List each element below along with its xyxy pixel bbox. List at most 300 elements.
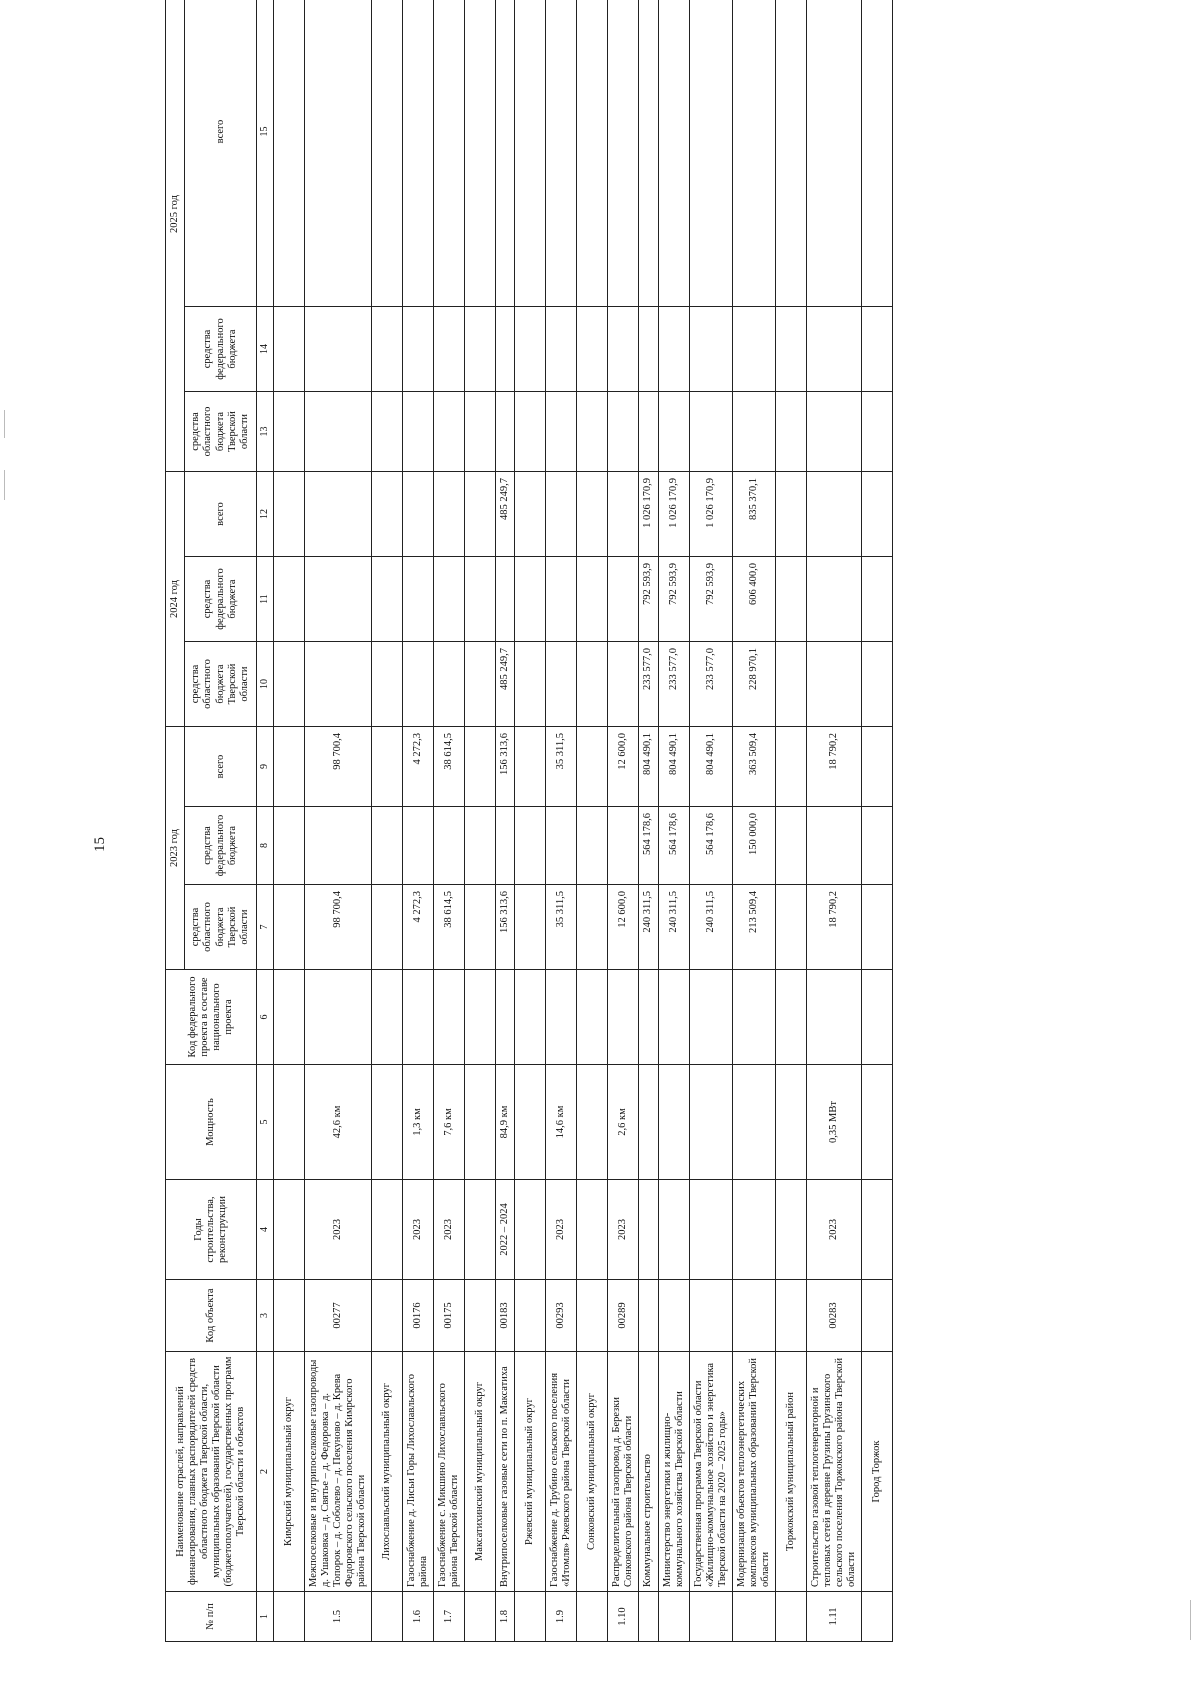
cell-f24	[496, 557, 515, 642]
empty-cell	[273, 557, 304, 642]
cell-t24	[807, 472, 862, 557]
cell-capacity: 84,9 км	[496, 1065, 515, 1180]
cell-r24	[608, 642, 639, 727]
empty-cell	[371, 885, 402, 970]
column-number: 11	[257, 557, 274, 642]
cell-r25	[546, 392, 577, 472]
cell-r25	[304, 392, 371, 472]
section-row	[273, 0, 304, 1642]
cell-name: Распределительный газопровод д. Березки Сонковского района Тверской области	[608, 1352, 639, 1592]
header-name: Наименование отраслей, направлений финансирования, главных распорядителей средств областного бюджета Тверской области, муниципальных образований Тверской области (бюджетополучателей), государственных программ Тверской области и объектов	[166, 1352, 257, 1592]
cell-t25	[402, 0, 433, 307]
empty-cell	[515, 642, 546, 727]
empty-cell	[577, 307, 608, 392]
cell-name: Коммунальное строительство	[639, 1352, 658, 1592]
cell-r24: 233 577,0	[639, 642, 658, 727]
cell-r25	[732, 392, 775, 472]
cell-years	[639, 1180, 658, 1280]
cell-t24	[608, 472, 639, 557]
cell-capacity: 0,35 МВт	[807, 1065, 862, 1180]
cell-years: 2023	[608, 1180, 639, 1280]
empty-cell	[465, 557, 496, 642]
empty-cell	[515, 392, 546, 472]
cell-f24: 792 593,9	[658, 557, 689, 642]
cell-f25	[434, 307, 465, 392]
header-regional-2023: средства областного бюджета Тверской области	[185, 885, 257, 970]
empty-cell	[776, 1065, 807, 1180]
empty-cell	[577, 727, 608, 807]
cell-no: 1.11	[807, 1592, 862, 1642]
cell-fed	[608, 970, 639, 1065]
cell-no	[639, 1592, 658, 1642]
cell-fed	[732, 970, 775, 1065]
empty-cell	[577, 0, 608, 307]
empty-cell	[465, 307, 496, 392]
cell-code: 00183	[496, 1280, 515, 1352]
table-body	[273, 0, 893, 1642]
cell-years: 2023	[434, 1180, 465, 1280]
cell-no	[658, 1592, 689, 1642]
section-no-cell	[273, 1592, 304, 1642]
empty-cell	[273, 642, 304, 727]
section-title: Сонковский муниципальный округ	[577, 1352, 608, 1592]
cell-no: 1.6	[402, 1592, 433, 1642]
empty-cell	[776, 1280, 807, 1352]
empty-cell	[273, 885, 304, 970]
cell-name: Газоснабжение д. Лисьи Горы Лихославльского района	[402, 1352, 433, 1592]
rotated-table-sheet	[165, 57, 1062, 1642]
budget-table	[165, 0, 893, 1642]
cell-name: Внутрипоселковые газовые сети по п. Максатиха	[496, 1352, 515, 1592]
cell-t25	[434, 0, 465, 307]
section-row	[577, 0, 608, 1642]
cell-fed	[546, 970, 577, 1065]
cell-f25	[807, 307, 862, 392]
cell-f24: 606 400,0	[732, 557, 775, 642]
empty-cell	[515, 307, 546, 392]
cell-code	[639, 1280, 658, 1352]
column-number-row	[257, 0, 274, 1642]
cell-name: Строительство газовой теплогенераторной и тепловых сетей в деревне Грузины Грузинского сельского поселения Торжокского района Тверской области	[807, 1352, 862, 1592]
empty-cell	[862, 307, 893, 392]
cell-r25	[402, 392, 433, 472]
empty-cell	[862, 970, 893, 1065]
empty-cell	[776, 727, 807, 807]
cell-years: 2023	[304, 1180, 371, 1280]
cell-r25	[434, 392, 465, 472]
empty-cell	[273, 727, 304, 807]
cell-t23: 804 490,1	[689, 727, 732, 807]
header-total-2024: всего	[185, 472, 257, 557]
empty-cell	[465, 970, 496, 1065]
empty-cell	[515, 807, 546, 885]
header-year-2023: 2023 год	[166, 727, 185, 970]
cell-fed	[639, 970, 658, 1065]
column-number: 9	[257, 727, 274, 807]
empty-cell	[862, 557, 893, 642]
cell-code: 00289	[608, 1280, 639, 1352]
empty-cell	[465, 472, 496, 557]
cell-t25	[658, 0, 689, 307]
column-number: 2	[257, 1352, 274, 1592]
empty-cell	[371, 970, 402, 1065]
cell-f23	[807, 807, 862, 885]
cell-capacity	[639, 1065, 658, 1180]
empty-cell	[515, 557, 546, 642]
cell-t23: 4 272,3	[402, 727, 433, 807]
empty-cell	[862, 885, 893, 970]
cell-r23: 35 311,5	[546, 885, 577, 970]
cell-r24	[402, 642, 433, 727]
cell-r24	[546, 642, 577, 727]
cell-no: 1.5	[304, 1592, 371, 1642]
cell-t23: 804 490,1	[639, 727, 658, 807]
cell-r23: 156 313,6	[496, 885, 515, 970]
empty-cell	[515, 727, 546, 807]
cell-t23: 156 313,6	[496, 727, 515, 807]
object-row	[807, 0, 862, 1642]
cell-capacity	[689, 1065, 732, 1180]
header-capacity: Мощность	[166, 1065, 257, 1180]
cell-name: Газоснабжение с. Микшино Лихославльского района Тверской области	[434, 1352, 465, 1592]
cell-f25	[608, 307, 639, 392]
section-title: Город Торжок	[862, 1352, 893, 1592]
cell-no: 1.10	[608, 1592, 639, 1642]
cell-t23: 363 509,4	[732, 727, 775, 807]
header-year-2025: 2025 год	[166, 0, 185, 472]
cell-fed	[434, 970, 465, 1065]
empty-cell	[577, 970, 608, 1065]
empty-cell	[465, 392, 496, 472]
object-row	[546, 0, 577, 1642]
section-title: Ржевский муниципальный округ	[515, 1352, 546, 1592]
object-row	[304, 0, 371, 1642]
cell-r25	[689, 392, 732, 472]
cell-fed	[402, 970, 433, 1065]
cell-f23: 564 178,6	[658, 807, 689, 885]
object-row	[402, 0, 433, 1642]
cell-r25	[658, 392, 689, 472]
empty-cell	[465, 1280, 496, 1352]
cell-years	[732, 1180, 775, 1280]
empty-cell	[465, 885, 496, 970]
cell-years: 2023	[402, 1180, 433, 1280]
cell-f24	[434, 557, 465, 642]
empty-cell	[371, 392, 402, 472]
cell-f23	[608, 807, 639, 885]
empty-cell	[371, 1280, 402, 1352]
cell-code	[732, 1280, 775, 1352]
empty-cell	[273, 1065, 304, 1180]
column-number: 5	[257, 1065, 274, 1180]
cell-years: 2022 – 2024	[496, 1180, 515, 1280]
cell-f24: 792 593,9	[639, 557, 658, 642]
column-number: 6	[257, 970, 274, 1065]
object-row	[496, 0, 515, 1642]
cell-code	[658, 1280, 689, 1352]
cell-f23: 564 178,6	[639, 807, 658, 885]
empty-cell	[862, 1280, 893, 1352]
cell-r25	[608, 392, 639, 472]
column-number: 10	[257, 642, 274, 727]
cell-f25	[304, 307, 371, 392]
cell-t25	[608, 0, 639, 307]
column-number: 3	[257, 1280, 274, 1352]
cell-r24	[807, 642, 862, 727]
empty-cell	[273, 307, 304, 392]
cell-r23: 213 509,4	[732, 885, 775, 970]
empty-cell	[371, 642, 402, 727]
empty-cell	[273, 1280, 304, 1352]
empty-cell	[515, 1180, 546, 1280]
cell-name: Министерство энергетики и жилищно-коммунального хозяйства Тверской области	[658, 1352, 689, 1592]
cell-r23: 240 311,5	[689, 885, 732, 970]
object-row	[434, 0, 465, 1642]
empty-cell	[371, 557, 402, 642]
empty-cell	[862, 727, 893, 807]
section-row	[371, 0, 402, 1642]
empty-cell	[465, 807, 496, 885]
header-federal-2024: средства федерального бюджета	[185, 557, 257, 642]
header-total-2023: всего	[185, 727, 257, 807]
cell-t24: 485 249,7	[496, 472, 515, 557]
cell-f23	[434, 807, 465, 885]
column-number: 1	[257, 1592, 274, 1642]
group-row	[732, 0, 775, 1642]
cell-r23: 4 272,3	[402, 885, 433, 970]
empty-cell	[371, 1065, 402, 1180]
column-number: 12	[257, 472, 274, 557]
cell-f24	[402, 557, 433, 642]
empty-cell	[577, 472, 608, 557]
empty-cell	[776, 642, 807, 727]
page-number: 15	[92, 837, 108, 852]
cell-r25	[807, 392, 862, 472]
cell-r24: 228 970,1	[732, 642, 775, 727]
empty-cell	[515, 0, 546, 307]
empty-cell	[273, 1180, 304, 1280]
cell-name: Межпоселковые и внутрипоселковые газопроводы д. Ушаковка – д. Святье – д. Федоровка – д. Топорок – д. Соболево – д. Пекуново – д. Крева Федоровского сельского поселения Кимрского района Тверской области	[304, 1352, 371, 1592]
empty-cell	[776, 970, 807, 1065]
cell-r25	[639, 392, 658, 472]
empty-cell	[371, 807, 402, 885]
column-number: 15	[257, 0, 274, 307]
cell-f23	[402, 807, 433, 885]
cell-code: 00175	[434, 1280, 465, 1352]
cell-t24: 1 026 170,9	[689, 472, 732, 557]
cell-t24: 835 370,1	[732, 472, 775, 557]
cell-t23: 35 311,5	[546, 727, 577, 807]
cell-t23: 804 490,1	[658, 727, 689, 807]
empty-cell	[465, 642, 496, 727]
cell-r24	[304, 642, 371, 727]
header-code: Код объекта	[166, 1280, 257, 1352]
empty-cell	[862, 1065, 893, 1180]
cell-f25	[732, 307, 775, 392]
cell-code: 00176	[402, 1280, 433, 1352]
empty-cell	[862, 472, 893, 557]
cell-t24: 1 026 170,9	[639, 472, 658, 557]
section-no-cell	[776, 1592, 807, 1642]
cell-f24	[304, 557, 371, 642]
cell-r24: 233 577,0	[658, 642, 689, 727]
section-no-cell	[371, 1592, 402, 1642]
cell-no: 1.7	[434, 1592, 465, 1642]
cell-fed	[658, 970, 689, 1065]
cell-years	[689, 1180, 732, 1280]
cell-no	[689, 1592, 732, 1642]
empty-cell	[577, 807, 608, 885]
empty-cell	[776, 1180, 807, 1280]
empty-cell	[862, 642, 893, 727]
cell-r23: 98 700,4	[304, 885, 371, 970]
scan-margin-mark	[4, 410, 5, 438]
empty-cell	[577, 1180, 608, 1280]
cell-f25	[402, 307, 433, 392]
empty-cell	[273, 970, 304, 1065]
cell-f24	[807, 557, 862, 642]
scan-margin-mark	[4, 470, 5, 500]
empty-cell	[577, 1280, 608, 1352]
cell-name: Газоснабжение д. Трубино сельского поселения «Итомля» Ржевского района Тверской области	[546, 1352, 577, 1592]
cell-t25	[732, 0, 775, 307]
cell-f24	[608, 557, 639, 642]
cell-capacity: 1,3 км	[402, 1065, 433, 1180]
empty-cell	[465, 0, 496, 307]
empty-cell	[776, 807, 807, 885]
empty-cell	[577, 1065, 608, 1180]
cell-t24	[402, 472, 433, 557]
cell-fed	[689, 970, 732, 1065]
empty-cell	[776, 472, 807, 557]
empty-cell	[465, 1065, 496, 1180]
empty-cell	[273, 0, 304, 307]
empty-cell	[577, 642, 608, 727]
header-year-2024: 2024 год	[166, 472, 185, 727]
header-regional-2024: средства областного бюджета Тверской области	[185, 642, 257, 727]
cell-capacity	[732, 1065, 775, 1180]
cell-t24: 1 026 170,9	[658, 472, 689, 557]
cell-t23: 38 614,5	[434, 727, 465, 807]
cell-f24: 792 593,9	[689, 557, 732, 642]
empty-cell	[515, 885, 546, 970]
cell-fed	[807, 970, 862, 1065]
header-total-2025: всего	[185, 0, 257, 307]
cell-f23	[546, 807, 577, 885]
cell-f23: 564 178,6	[689, 807, 732, 885]
cell-capacity: 14,6 км	[546, 1065, 577, 1180]
section-title: Лихославльский муниципальный округ	[371, 1352, 402, 1592]
cell-code	[689, 1280, 732, 1352]
cell-f25	[689, 307, 732, 392]
header-federal-2025: средства федерального бюджета	[185, 307, 257, 392]
cell-name: Модернизация объектов теплоэнергетических комплексов муниципальных образований Тверской области	[732, 1352, 775, 1592]
empty-cell	[577, 392, 608, 472]
column-number: 4	[257, 1180, 274, 1280]
cell-code: 00293	[546, 1280, 577, 1352]
section-title: Максатихинский муниципальный округ	[465, 1352, 496, 1592]
cell-f24	[546, 557, 577, 642]
empty-cell	[577, 885, 608, 970]
empty-cell	[515, 1280, 546, 1352]
cell-r24	[434, 642, 465, 727]
column-number: 7	[257, 885, 274, 970]
cell-f23	[496, 807, 515, 885]
cell-f25	[496, 307, 515, 392]
header-regional-2025: средства областного бюджета Тверской области	[185, 392, 257, 472]
empty-cell	[862, 392, 893, 472]
empty-cell	[371, 1180, 402, 1280]
empty-cell	[465, 727, 496, 807]
column-number: 8	[257, 807, 274, 885]
section-no-cell	[862, 1592, 893, 1642]
empty-cell	[371, 472, 402, 557]
cell-f23	[304, 807, 371, 885]
cell-r23: 240 311,5	[639, 885, 658, 970]
cell-fed	[304, 970, 371, 1065]
cell-r25	[496, 392, 515, 472]
cell-t25	[304, 0, 371, 307]
empty-cell	[273, 807, 304, 885]
section-no-cell	[515, 1592, 546, 1642]
section-row	[515, 0, 546, 1642]
group-row	[639, 0, 658, 1642]
section-no-cell	[465, 1592, 496, 1642]
cell-capacity: 2,6 км	[608, 1065, 639, 1180]
cell-code: 00283	[807, 1280, 862, 1352]
section-title: Торжокский муниципальный район	[776, 1352, 807, 1592]
header-no: № п/п	[166, 1592, 257, 1642]
cell-no: 1.8	[496, 1592, 515, 1642]
column-number: 14	[257, 307, 274, 392]
group-row	[658, 0, 689, 1642]
empty-cell	[862, 807, 893, 885]
cell-capacity	[658, 1065, 689, 1180]
empty-cell	[577, 557, 608, 642]
empty-cell	[776, 557, 807, 642]
cell-capacity: 7,6 км	[434, 1065, 465, 1180]
cell-years: 2023	[546, 1180, 577, 1280]
cell-r23: 38 614,5	[434, 885, 465, 970]
cell-t25	[807, 0, 862, 307]
cell-no: 1.9	[546, 1592, 577, 1642]
empty-cell	[515, 1065, 546, 1180]
cell-t25	[689, 0, 732, 307]
cell-years: 2023	[807, 1180, 862, 1280]
header-fed-project: Код федерального проекта в составе национального проекта	[166, 970, 257, 1065]
empty-cell	[776, 0, 807, 307]
header-years: Годы строительства, реконструкции	[166, 1180, 257, 1280]
cell-t25	[639, 0, 658, 307]
cell-r23: 240 311,5	[658, 885, 689, 970]
cell-r23: 18 790,2	[807, 885, 862, 970]
empty-cell	[862, 1180, 893, 1280]
cell-capacity: 42,6 км	[304, 1065, 371, 1180]
cell-t24	[546, 472, 577, 557]
cell-r23: 12 600,0	[608, 885, 639, 970]
object-row	[608, 0, 639, 1642]
cell-f25	[639, 307, 658, 392]
header-federal-2023: средства федерального бюджета	[185, 807, 257, 885]
cell-t24	[304, 472, 371, 557]
column-number: 13	[257, 392, 274, 472]
empty-cell	[776, 885, 807, 970]
empty-cell	[371, 307, 402, 392]
empty-cell	[371, 727, 402, 807]
cell-r24: 233 577,0	[689, 642, 732, 727]
section-row	[776, 0, 807, 1642]
cell-t25	[496, 0, 515, 307]
